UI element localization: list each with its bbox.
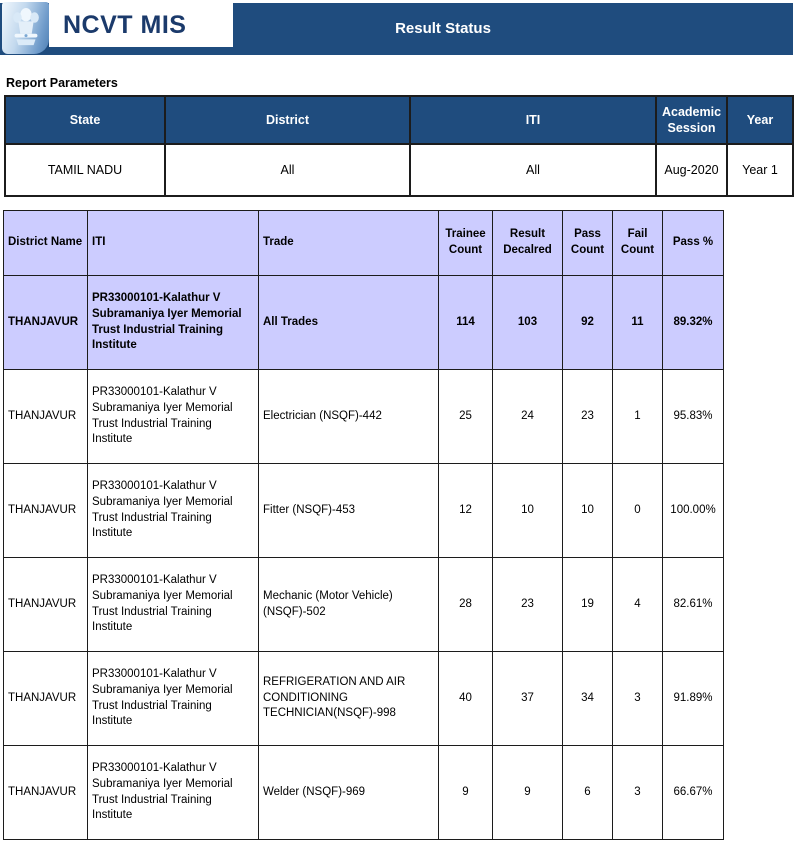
col-header-result-declared: Result Decalred bbox=[493, 211, 563, 276]
param-header-year: Year bbox=[727, 96, 793, 144]
pass-count-cell: 6 bbox=[563, 746, 613, 840]
pass-percent-cell: 100.00% bbox=[663, 464, 724, 558]
param-value-academic-session: Aug-2020 bbox=[656, 144, 727, 196]
fail-count-cell: 3 bbox=[613, 746, 663, 840]
result-declared-cell: 103 bbox=[493, 276, 563, 370]
result-declared-cell: 37 bbox=[493, 652, 563, 746]
trainee-count-cell: 28 bbox=[439, 558, 493, 652]
pass-percent-cell: 95.83% bbox=[663, 370, 724, 464]
brand-box bbox=[49, 3, 233, 47]
report-parameters-label: Report Parameters bbox=[6, 76, 118, 90]
col-header-fail-count: Fail Count bbox=[613, 211, 663, 276]
trainee-count-cell: 25 bbox=[439, 370, 493, 464]
param-header-iti: ITI bbox=[410, 96, 656, 144]
result-declared-cell: 23 bbox=[493, 558, 563, 652]
table-row-mechanic bbox=[4, 558, 724, 652]
district-name-cell: THANJAVUR bbox=[4, 558, 88, 652]
pass-count-cell: 92 bbox=[563, 276, 613, 370]
trainee-count-cell: 114 bbox=[439, 276, 493, 370]
fail-count-cell: 1 bbox=[613, 370, 663, 464]
param-value-district: All bbox=[165, 144, 410, 196]
fail-count-cell: 4 bbox=[613, 558, 663, 652]
iti-cell: PR33000101-Kalathur V Subramaniya Iyer Memorial Trust Industrial Training Institute bbox=[88, 370, 259, 464]
table-row-electrician bbox=[4, 370, 724, 464]
fail-count-cell: 0 bbox=[613, 464, 663, 558]
pass-percent-cell: 89.32% bbox=[663, 276, 724, 370]
trainee-count-cell: 9 bbox=[439, 746, 493, 840]
pass-count-cell: 19 bbox=[563, 558, 613, 652]
district-name-cell: THANJAVUR bbox=[4, 746, 88, 840]
iti-cell: PR33000101-Kalathur V Subramaniya Iyer Memorial Trust Industrial Training Institute bbox=[88, 558, 259, 652]
trade-cell: Welder (NSQF)-969 bbox=[259, 746, 439, 840]
param-header-academic-session: Academic Session bbox=[656, 96, 727, 144]
iti-cell: PR33000101-Kalathur V Subramaniya Iyer Memorial Trust Industrial Training Institute bbox=[88, 652, 259, 746]
trade-cell: Mechanic (Motor Vehicle) (NSQF)-502 bbox=[259, 558, 439, 652]
report-parameters-table bbox=[4, 95, 794, 197]
trainee-count-cell: 12 bbox=[439, 464, 493, 558]
param-value-year: Year 1 bbox=[727, 144, 793, 196]
pass-count-cell: 10 bbox=[563, 464, 613, 558]
trade-cell: Electrician (NSQF)-442 bbox=[259, 370, 439, 464]
district-name-cell: THANJAVUR bbox=[4, 370, 88, 464]
trade-cell: REFRIGERATION AND AIR CONDITIONING TECHNICIAN(NSQF)-998 bbox=[259, 652, 439, 746]
results-header-row bbox=[4, 211, 724, 276]
table-row-welder bbox=[4, 746, 724, 840]
param-header-row bbox=[5, 96, 793, 144]
col-header-trade: Trade bbox=[259, 211, 439, 276]
page-title: Result Status bbox=[395, 20, 491, 37]
col-header-trainee-count: Trainee Count bbox=[439, 211, 493, 276]
pass-percent-cell: 66.67% bbox=[663, 746, 724, 840]
col-header-pass-count: Pass Count bbox=[563, 211, 613, 276]
result-status-table bbox=[3, 210, 724, 840]
param-header-state: State bbox=[5, 96, 165, 144]
iti-cell: PR33000101-Kalathur V Subramaniya Iyer Memorial Trust Industrial Training Institute bbox=[88, 464, 259, 558]
pass-count-cell: 34 bbox=[563, 652, 613, 746]
district-name-cell: THANJAVUR bbox=[4, 652, 88, 746]
result-declared-cell: 24 bbox=[493, 370, 563, 464]
pass-percent-cell: 82.61% bbox=[663, 558, 724, 652]
trainee-count-cell: 40 bbox=[439, 652, 493, 746]
trade-cell: Fitter (NSQF)-453 bbox=[259, 464, 439, 558]
iti-cell: PR33000101-Kalathur V Subramaniya Iyer Memorial Trust Industrial Training Institute bbox=[88, 276, 259, 370]
district-name-cell: THANJAVUR bbox=[4, 464, 88, 558]
fail-count-cell: 11 bbox=[613, 276, 663, 370]
pass-count-cell: 23 bbox=[563, 370, 613, 464]
param-header-district: District bbox=[165, 96, 410, 144]
col-header-district-name: District Name bbox=[4, 211, 88, 276]
brand-title: NCVT MIS bbox=[63, 10, 187, 39]
pass-percent-cell: 91.89% bbox=[663, 652, 724, 746]
param-value-state: TAMIL NADU bbox=[5, 144, 165, 196]
table-row-fitter bbox=[4, 464, 724, 558]
result-declared-cell: 9 bbox=[493, 746, 563, 840]
iti-cell: PR33000101-Kalathur V Subramaniya Iyer Memorial Trust Industrial Training Institute bbox=[88, 746, 259, 840]
param-value-iti: All bbox=[410, 144, 656, 196]
fail-count-cell: 3 bbox=[613, 652, 663, 746]
ashoka-emblem-icon bbox=[2, 2, 49, 54]
district-name-cell: THANJAVUR bbox=[4, 276, 88, 370]
app-header bbox=[0, 0, 800, 62]
trade-cell: All Trades bbox=[259, 276, 439, 370]
col-header-iti: ITI bbox=[88, 211, 259, 276]
table-row-refrigeration bbox=[4, 652, 724, 746]
result-declared-cell: 10 bbox=[493, 464, 563, 558]
param-values-row bbox=[5, 144, 793, 196]
table-row-all-trades bbox=[4, 276, 724, 370]
col-header-pass-percent: Pass % bbox=[663, 211, 724, 276]
